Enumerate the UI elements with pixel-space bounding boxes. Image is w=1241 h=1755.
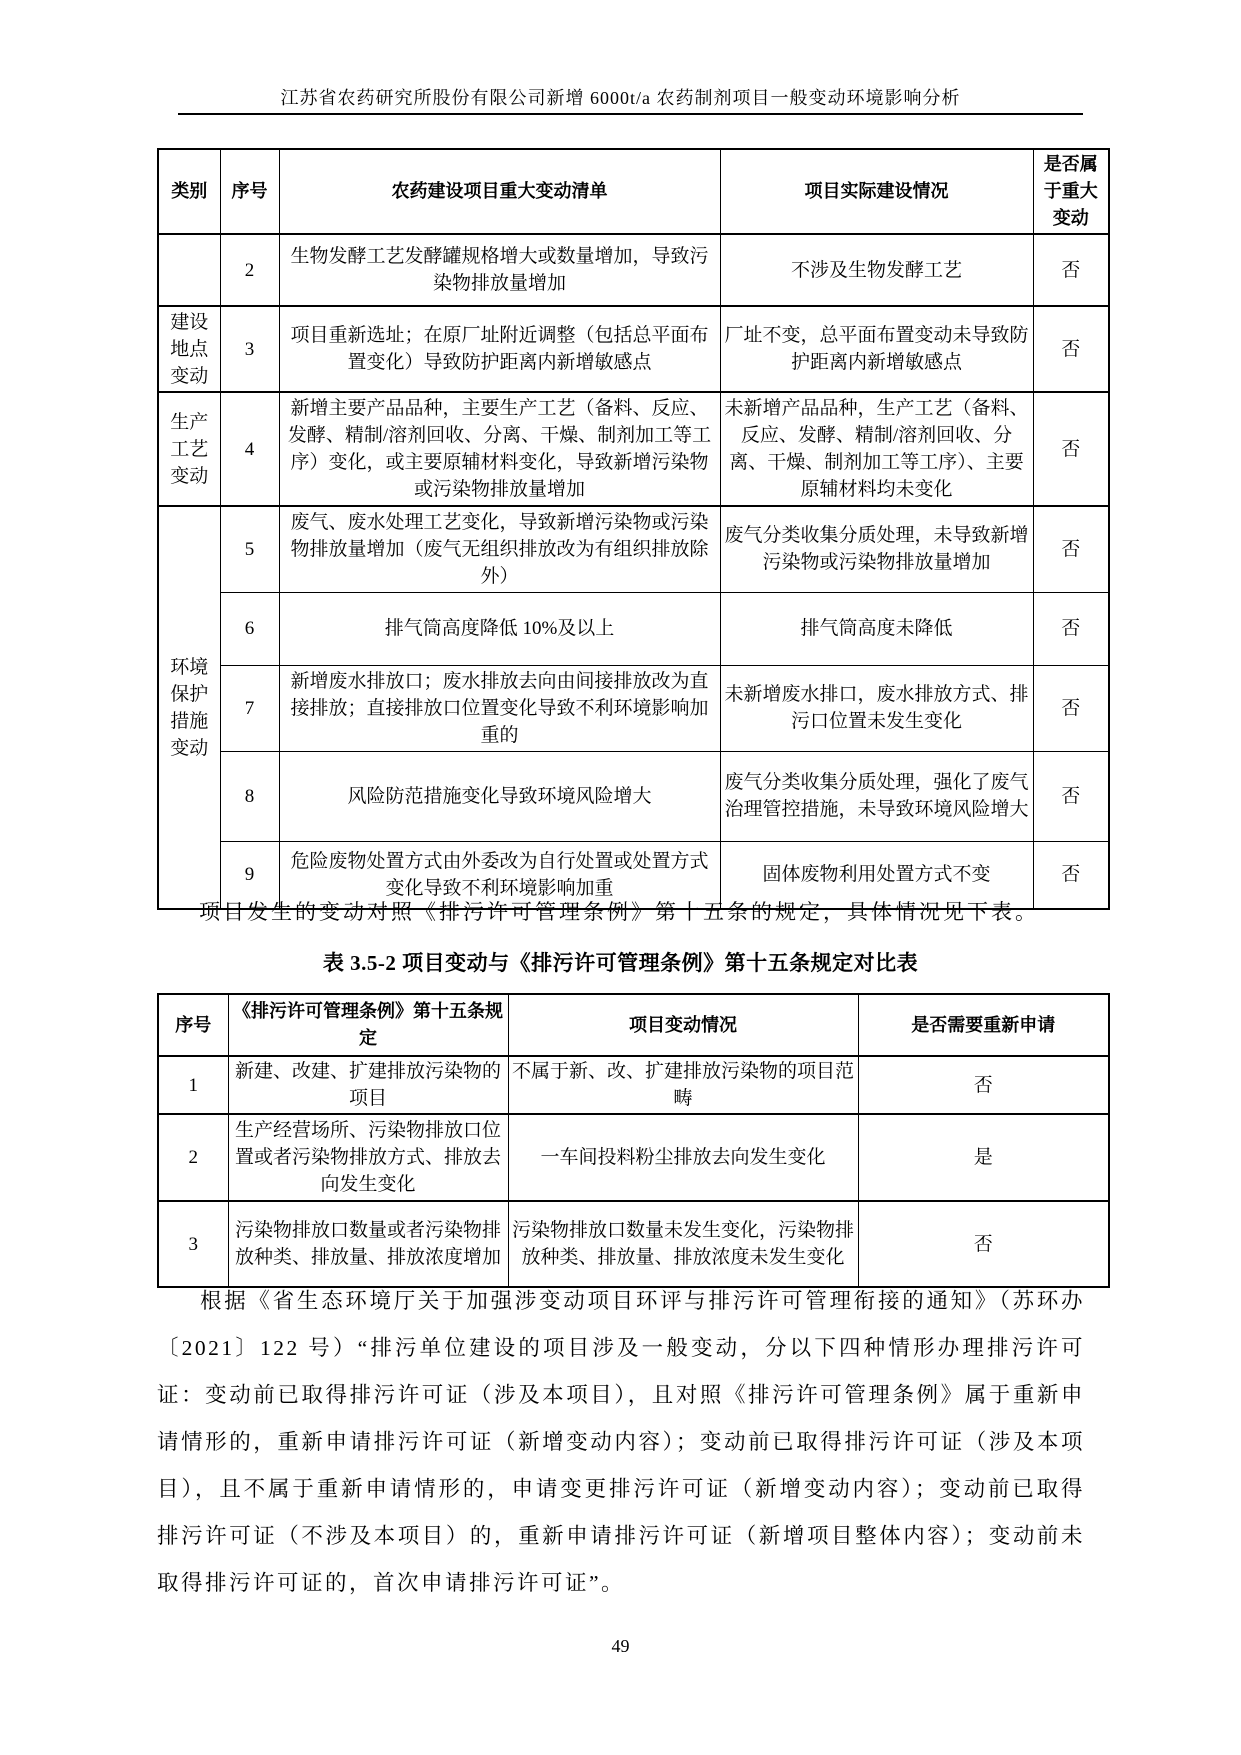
major-change-row-category: 生产工艺变动 (158, 392, 220, 506)
major-change-row-major: 否 (1033, 234, 1109, 306)
major-change-row (158, 506, 1109, 592)
major-change-row-actual: 废气分类收集分质处理，未导致新增污染物或污染物排放量增加 (720, 506, 1033, 592)
major-change-row-no: 3 (220, 306, 279, 392)
col-header-no: 序号 (158, 994, 228, 1056)
table2-title: 表 3.5-2 项目变动与《排污许可管理条例》第十五条规定对比表 (322, 951, 919, 975)
permit-rule-row-rule: 新建、改建、扩建排放污染物的项目 (228, 1056, 508, 1114)
major-change-row-category: 环境保护措施变动 (158, 506, 220, 909)
major-change-table (157, 148, 1110, 910)
major-change-row (158, 592, 1109, 665)
permit-rule-row-no: 1 (158, 1056, 228, 1114)
permit-rule-row-no: 3 (158, 1201, 228, 1287)
permit-rule-table-header-row (158, 994, 1109, 1056)
major-change-row-category (158, 234, 220, 306)
major-change-row (158, 306, 1109, 392)
major-change-row-item: 危险废物处置方式由外委改为自行处置或处置方式变化导致不利环境影响加重 (279, 841, 720, 909)
col-header-item: 农药建设项目重大变动清单 (279, 149, 720, 234)
col-header-major: 是否属于重大变动 (1033, 149, 1109, 234)
major-change-row-actual: 固体废物利用处置方式不变 (720, 841, 1033, 909)
permit-rule-row-need: 是 (858, 1114, 1109, 1201)
page-number: 49 (611, 1636, 630, 1656)
major-change-row-no: 2 (220, 234, 279, 306)
permit-rule-row-rule: 污染物排放口数量或者污染物排放种类、排放量、排放浓度增加 (228, 1201, 508, 1287)
major-change-row-no: 5 (220, 506, 279, 592)
permit-rule-row-rule: 生产经营场所、污染物排放口位置或者污染物排放方式、排放去向发生变化 (228, 1114, 508, 1201)
permit-rule-row (158, 1201, 1109, 1287)
major-change-row-actual: 排气筒高度未降低 (720, 592, 1033, 665)
major-change-row-actual: 不涉及生物发酵工艺 (720, 234, 1033, 306)
major-change-row-item: 排气筒高度降低 10%及以上 (279, 592, 720, 665)
permit-rule-row (158, 1056, 1109, 1114)
major-change-row-major: 否 (1033, 841, 1109, 909)
major-change-row-major: 否 (1033, 665, 1109, 751)
permit-rule-row-change: 一车间投料粉尘排放去向发生变化 (508, 1114, 858, 1201)
major-change-row-item: 生物发酵工艺发酵罐规格增大或数量增加，导致污染物排放量增加 (279, 234, 720, 306)
major-change-row-no: 6 (220, 592, 279, 665)
major-change-row-major: 否 (1033, 306, 1109, 392)
major-change-row-no: 8 (220, 751, 279, 841)
major-change-row (158, 665, 1109, 751)
header-rule (178, 113, 1083, 115)
major-change-row-item: 废气、废水处理工艺变化，导致新增污染物或污染物排放量增加（废气无组织排放改为有组织排放除外） (279, 506, 720, 592)
major-change-row-item: 新增主要产品品种，主要生产工艺（备料、反应、发酵、精制/溶剂回收、分离、干燥、制剂加工等工序）变化，或主要原辅材料变化，导致新增污染物或污染物排放量增加 (279, 392, 720, 506)
major-change-row-no: 7 (220, 665, 279, 751)
col-header-change: 项目变动情况 (508, 994, 858, 1056)
permit-rule-row-no: 2 (158, 1114, 228, 1201)
page-header: 江苏省农药研究所股份有限公司新增 6000t/a 农药制剂项目一般变动环境影响分析 (280, 88, 961, 108)
permit-rule-row-need: 否 (858, 1201, 1109, 1287)
major-change-row-major: 否 (1033, 751, 1109, 841)
major-change-row-category: 建设地点变动 (158, 306, 220, 392)
permit-rule-compare-table (157, 993, 1110, 1288)
major-change-row (158, 751, 1109, 841)
major-change-row-no: 4 (220, 392, 279, 506)
body-paragraph: 根据《省生态环境厅关于加强涉变动项目环评与排污许可管理衔接的通知》（苏环办〔2021〕122 号）“排污单位建设的项目涉及一般变动，分以下四种情形办理排污许可证：变动前已取得排污许可证（涉及本项目），且对照《排污许可管理条例》属于重新申请情形的，重新申请排污许可证（新增变动内容）；变动前已取得排污许可证（涉及本项目），且不属于重新申请情形的，申请变更排污许可证（新增变动内容）；变动前已取得排污许可证（不涉及本项目）的，重新申请排污许可证（新增项目整体内容）；变动前未取得排污许可证的，首次申请排污许可证”。 (157, 1289, 1085, 1595)
major-change-row (158, 234, 1109, 306)
major-change-row-actual: 厂址不变，总平面布置变动未导致防护距离内新增敏感点 (720, 306, 1033, 392)
permit-rule-row-change: 污染物排放口数量未发生变化，污染物排放种类、排放量、排放浓度未发生变化 (508, 1201, 858, 1287)
col-header-rule: 《排污许可管理条例》第十五条规定 (228, 994, 508, 1056)
col-header-category: 类别 (158, 149, 220, 234)
major-change-row-actual: 未新增产品品种，生产工艺（备料、反应、发酵、精制/溶剂回收、分离、干燥、制剂加工等工序）、主要原辅材料均未变化 (720, 392, 1033, 506)
col-header-no: 序号 (220, 149, 279, 234)
major-change-row-item: 项目重新选址；在原厂址附近调整（包括总平面布置变化）导致防护距离内新增敏感点 (279, 306, 720, 392)
between-tables-text: 项目发生的变动对照《排污许可管理条例》第十五条的规定，具体情况见下表。 (199, 900, 1039, 924)
permit-rule-row-change: 不属于新、改、扩建排放污染物的项目范畴 (508, 1056, 858, 1114)
major-change-row-major: 否 (1033, 506, 1109, 592)
major-change-row-actual: 未新增废水排口，废水排放方式、排污口位置未发生变化 (720, 665, 1033, 751)
col-header-actual: 项目实际建设情况 (720, 149, 1033, 234)
major-change-row-item: 新增废水排放口；废水排放去向由间接排放改为直接排放；直接排放口位置变化导致不利环境影响加重的 (279, 665, 720, 751)
major-change-row-actual: 废气分类收集分质处理，强化了废气治理管控措施，未导致环境风险增大 (720, 751, 1033, 841)
major-change-row-major: 否 (1033, 392, 1109, 506)
major-change-row-item: 风险防范措施变化导致环境风险增大 (279, 751, 720, 841)
major-change-row-no: 9 (220, 841, 279, 909)
major-change-row (158, 392, 1109, 506)
major-change-table-header-row (158, 149, 1109, 234)
permit-rule-row (158, 1114, 1109, 1201)
col-header-need: 是否需要重新申请 (858, 994, 1109, 1056)
permit-rule-row-need: 否 (858, 1056, 1109, 1114)
major-change-row-major: 否 (1033, 592, 1109, 665)
